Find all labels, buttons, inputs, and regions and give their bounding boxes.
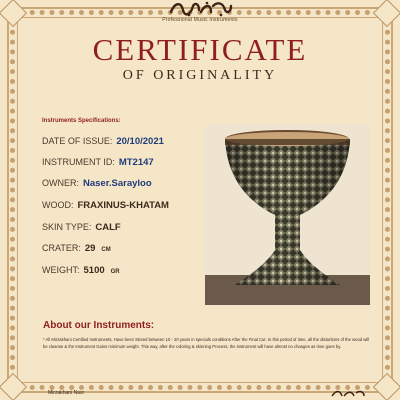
certificate-title: CERTIFICATE (92, 32, 308, 67)
spec-label: INSTRUMENT ID: (42, 157, 115, 167)
spec-unit: GR (110, 269, 120, 275)
spec-unit: CM (101, 247, 111, 253)
brand-tagline: Professional Music Instruments (162, 17, 238, 23)
spec-row-instrument-id (42, 157, 154, 168)
spec-label: SKIN TYPE: (42, 222, 92, 232)
brand-logo (0, 0, 400, 18)
spec-value: Naser.Sarayloo (83, 178, 152, 189)
calligraphy-logo-icon (165, 0, 235, 18)
instrument-photo (205, 125, 370, 305)
spec-value: MT2147 (118, 157, 154, 168)
spec-row-wood (42, 200, 169, 211)
footer-signature-text: Mirzakhani Nasr (48, 390, 85, 396)
tonbak-drum-icon (205, 125, 370, 305)
footer-logo (330, 386, 366, 400)
spec-label: WEIGHT: (42, 265, 80, 275)
spec-row-skin (42, 222, 121, 233)
certificate-subtitle: OF ORIGINALITY (122, 68, 278, 83)
small-calligraphy-logo-icon (330, 389, 366, 399)
specs-heading: Instruments Specifications: (42, 118, 121, 124)
spec-value: 20/10/2021 (116, 136, 164, 147)
spec-label: DATE OF ISSUE: (42, 136, 113, 146)
spec-value: CALF (95, 222, 121, 233)
spec-row-crater (42, 243, 111, 254)
about-text: * All Mirzakhani Certified Instruments, Have been Stored between 10 - 20 years in specials conditions After the Final Cut. In this period of time, all the distortions of the wood will be cleanse & the Instrument Gains minimum weight. This way, after the coloring & skinning Process, the instrument will have almost no changes as time goes by. (43, 337, 370, 349)
spec-label: OWNER: (42, 178, 79, 188)
spec-row-date (42, 136, 164, 147)
spec-row-weight (42, 265, 120, 276)
spec-label: WOOD: (42, 200, 74, 210)
spec-label: CRATER: (42, 243, 81, 253)
spec-value: 29 (84, 243, 96, 254)
about-heading: About our Instruments: (43, 320, 155, 331)
spec-value: 5100 (83, 265, 105, 276)
spec-value: FRAXINUS-KHATAM (77, 200, 169, 211)
spec-row-owner (42, 178, 152, 189)
